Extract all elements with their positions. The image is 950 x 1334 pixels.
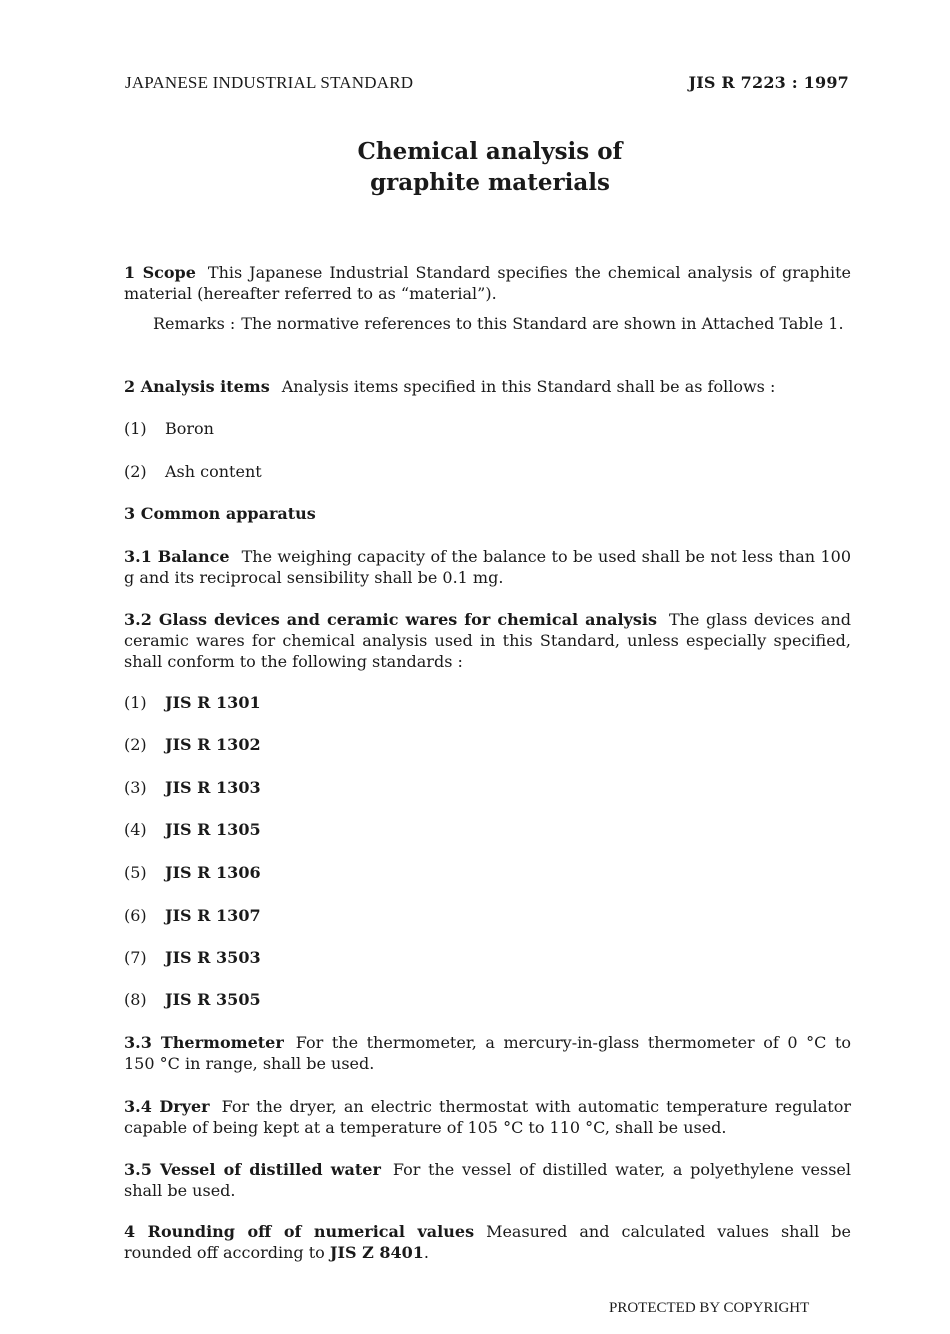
item-number: (5) [124,863,147,882]
item-number: (3) [124,778,147,797]
title-line-1: Chemical analysis of [357,138,623,165]
copyright-footer: PROTECTED BY COPYRIGHT [609,1300,810,1316]
section-3-1-text: The weighing capacity of the balance to be used shall be not less than 100 g and its reciprocal sensibility shall be 0.1 mg. [124,547,852,587]
section-3-2-glass-devices [124,609,851,672]
analysis-item [124,418,214,439]
section-3-5-vessel [124,1159,851,1201]
section-3-heading: 3 Common apparatus [124,504,316,523]
item-text: Boron [165,419,214,438]
section-3-4-heading: 3.4 Dryer [124,1097,210,1116]
item-text: Ash content [165,462,262,481]
section-3-3-heading: 3.3 Thermometer [124,1033,284,1052]
item-number: (4) [124,820,147,839]
section-3-5-heading: 3.5 Vessel of distilled water [124,1160,381,1179]
header-standard-type: JAPANESE INDUSTRIAL STANDARD [125,73,414,92]
standard-ref: JIS R 1301 [165,693,261,712]
standard-item [124,862,261,883]
standard-ref: JIS R 1302 [165,735,261,754]
analysis-item [124,461,262,482]
standard-item [124,819,261,840]
section-4-period: . [423,1243,429,1262]
standard-item [124,989,261,1010]
remarks-label: Remarks : [153,314,236,333]
standard-ref: JIS R 3505 [165,990,261,1009]
item-number: (8) [124,990,147,1009]
standard-ref: JIS R 1303 [165,778,261,797]
item-number: (2) [124,735,147,754]
section-4-text: Measured and calculated values shall be rounded off according to [124,1222,852,1262]
item-number: (1) [124,693,147,712]
document-title [0,136,950,198]
standard-ref: JIS R 1306 [165,863,261,882]
standard-item [124,777,261,798]
section-2-text: Analysis items specified in this Standard shall be as follows : [281,377,776,396]
item-number: (7) [124,948,147,967]
section-3-3-text: For the thermometer, a mercury-in-glass thermometer of 0 °C to 150 °C in range, shall be used. [124,1033,852,1073]
standard-item [124,692,261,713]
standard-ref: JIS R 1307 [165,906,261,925]
section-3-3-thermometer [124,1032,851,1074]
item-number: (1) [124,419,147,438]
title-line-2: graphite materials [370,169,610,196]
section-4-reference: JIS Z 8401 [329,1243,424,1262]
item-number: (2) [124,462,147,481]
section-3-1-heading: 3.1 Balance [124,547,230,566]
standard-item [124,947,261,968]
standard-item [124,734,261,755]
section-3-1-balance [124,546,851,588]
header-standard-number: JIS R 7223 : 1997 [688,73,849,92]
section-1-heading: 1 Scope [124,263,196,282]
section-3-4-dryer [124,1096,851,1138]
section-3-2-text: The glass devices and ceramic wares for chemical analysis used in this Standard, unless especially specified, shall conform to the following standards : [124,610,851,671]
standard-ref: JIS R 3503 [165,948,261,967]
item-number: (6) [124,906,147,925]
section-3-5-text: For the vessel of distilled water, a polyethylene vessel shall be used. [124,1160,851,1200]
section-2-heading: 2 Analysis items [124,377,270,396]
section-1-remarks [153,313,851,334]
section-2-analysis-items [124,376,851,397]
section-3-2-heading: 3.2 Glass devices and ceramic wares for chemical analysis [124,610,657,629]
standard-ref: JIS R 1305 [165,820,261,839]
section-4-rounding [124,1221,851,1263]
section-1-text: This Japanese Industrial Standard specifies the chemical analysis of graphite material (hereafter referred to as “material”). [124,263,851,303]
section-1-scope [124,262,851,304]
remarks-text: The normative references to this Standard are shown in Attached Table 1. [241,314,844,333]
standard-item [124,905,261,926]
section-3-4-text: For the dryer, an electric thermostat with automatic temperature regulator capable of being kept at a temperature of 105 °C to 110 °C, shall be used. [124,1097,851,1137]
section-4-heading: 4 Rounding off of numerical values [124,1222,475,1241]
section-3-heading-block [124,503,851,524]
